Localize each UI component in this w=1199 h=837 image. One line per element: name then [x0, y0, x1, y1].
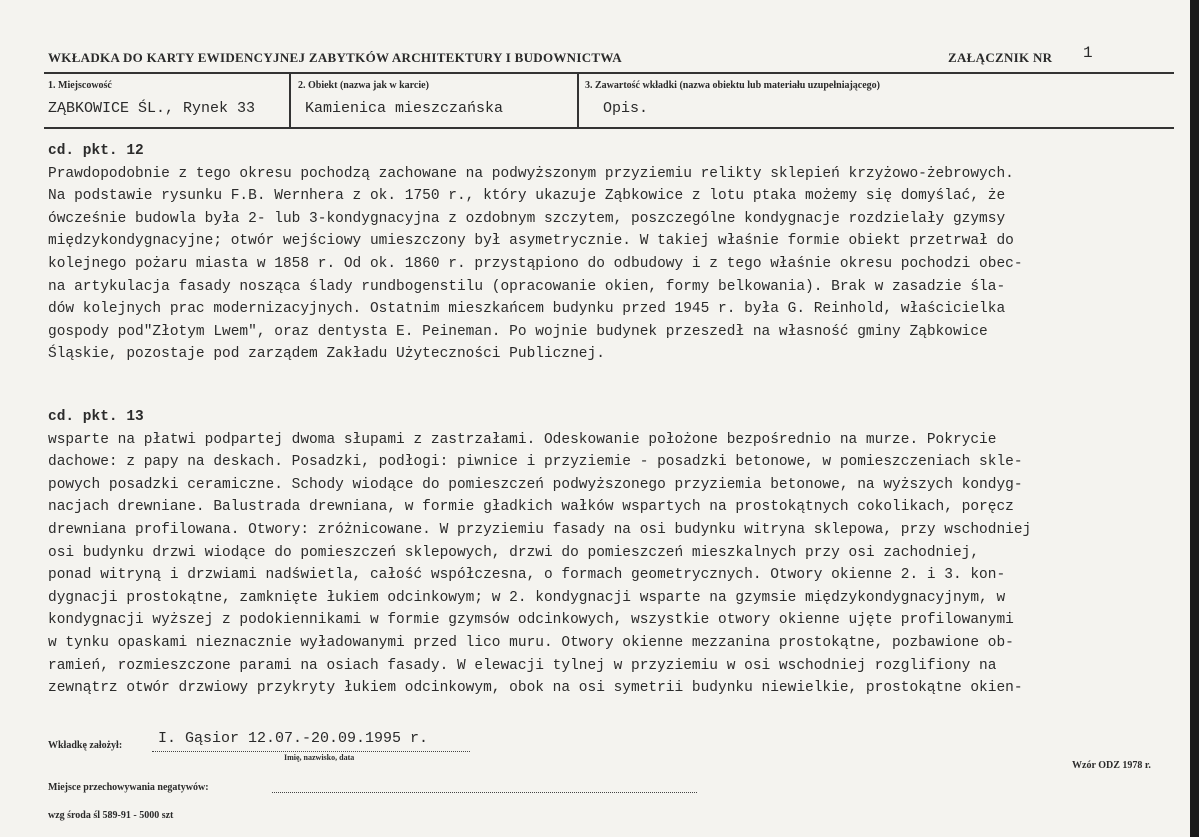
section-13-line: ponad witryną i drzwiami nadświetla, całość współczesna, o formach geometrycznych. Otwory okienne 2. i 3. kon-: [48, 567, 1006, 584]
section-13-line: kondygnacji wyższej z podokiennikami w formie gzymsów odcinkowych, wszystkie otwory okienne ujęte profilowanymi: [48, 612, 1014, 629]
form-version: Wzór ODZ 1978 r.: [1072, 760, 1151, 771]
section-13-line: ramień, rozmieszczone parami na osiach fasady. W elewacji tylnej w przyziemiu w osi wschodniej rozglifiony na: [48, 657, 997, 674]
section-12-line: Śląskie, pozostaje pod zarządem Zakładu Użyteczności Publicznej.: [48, 346, 605, 363]
section-13-line: dachowe: z papy na deskach. Posadzki, podłogi: piwnice i przyziemie - posadzki betonowe, w pomieszczeniach skle-: [48, 454, 1023, 471]
location-value: ZĄBKOWICE ŚL., Rynek 33: [48, 100, 256, 117]
section-12-line: Na podstawie rysunku F.B. Wernhera z ok. 1750 r., który ukazuje Ząbkowice z lotu ptaka możemy się domyślać, że: [48, 188, 1006, 205]
section-12-line: kolejnego pożaru miasta w 1858 r. Od ok. 1860 r. przystąpiono do odbudowy i z tego właśnie okresu pochodzi obec-: [48, 255, 1023, 272]
section-13-line: nacjach drewniane. Balustrada drewniana, w formie gładkich wałków wspartych na prostokątnych cokolikach, poręcz: [48, 499, 1014, 516]
section-13: [48, 406, 1031, 700]
section-13-line: powych posadzki ceramiczne. Schody wiodące do pomieszczeń podwyższonego przyziemia betonowe, na wyższych kondyg-: [48, 476, 1023, 493]
section-12-heading: cd. pkt. 12: [48, 143, 144, 159]
section-13-line: zewnątrz otwór drzwiowy przykryty łukiem odcinkowym, obok na osi symetrii budynku niewielkie, prostokątne okien-: [48, 680, 1023, 697]
section-13-line: w tynku opaskami nieznacznie wyładowanymi przed lico muru. Otwory okienne mezzanina prostokątne, pozbawione ob-: [48, 634, 1014, 651]
attachment-label: ZAŁĄCZNIK NR: [948, 50, 1053, 65]
founded-label: Wkładkę założył:: [48, 740, 123, 751]
section-13-line: drewniana profilowana. Otwory: zróżnicowane. W przyziemiu fasady na osi budynku witryna sklepowa, przy wschodniej: [48, 521, 1032, 538]
header-top-rule: [44, 72, 1174, 74]
section-13-line: wsparte na płatwi podpartej dwoma słupami z zastrzałami. Odeskowanie położone bezpośrednio na murze. Pokrycie: [48, 431, 997, 448]
section-12: [48, 140, 1023, 366]
object-label: 2. Obiekt (nazwa jak w karcie): [298, 80, 429, 91]
field-divider-1: [289, 73, 291, 128]
field-divider-2: [577, 73, 579, 128]
section-12-line: Prawdopodobnie z tego okresu pochodzą zachowane na podwyższonym przyziemiu relikty sklepień krzyżowo-żebrowych.: [48, 165, 1014, 182]
section-13-line: osi budynku drzwi wiodące do pomieszczeń sklepowych, drzwi do pomieszczeń mieszkalnych przy osi zachodniej,: [48, 544, 980, 561]
section-12-line: gospody pod"Złotym Lwem", oraz dentysta E. Peineman. Po wojnie budynek przeszedł na własność gminy Ząbkowice: [48, 323, 988, 340]
content-value: Opis.: [603, 100, 649, 117]
section-13-heading: cd. pkt. 13: [48, 409, 144, 425]
section-12-line: międzykondygnacyjne; otwór wejściowy umieszczony był asymetrycznie. W takiej właśnie formie obiekt przetrwał do: [48, 233, 1014, 250]
negatives-dotline: [272, 792, 697, 793]
founded-dotline: [152, 751, 470, 752]
negatives-label: Miejsce przechowywania negatywów:: [48, 782, 209, 793]
founded-caption: Imię, nazwisko, data: [284, 753, 355, 762]
content-label: 3. Zawartość wkładki (nazwa obiektu lub materiału uzupełniającego): [585, 80, 881, 91]
form-title: WKŁADKA DO KARTY EWIDENCYJNEJ ZABYTKÓW ARCHITEKTURY I BUDOWNICTWA: [48, 50, 622, 65]
attachment-number: 1: [1083, 44, 1093, 62]
section-12-line: na artykulacja fasady nosząca ślady rundbogenstilu (opracowanie okien, formy belkowania). Brak w zasadzie śla-: [48, 278, 1006, 295]
header-bottom-rule: [44, 127, 1174, 129]
section-12-line: dów kolejnych prac modernizacyjnych. Ostatnim mieszkańcem budynku przed 1945 r. była G. Reinhold, właścicielka: [48, 301, 1006, 318]
print-info: wzg środa śl 589-91 - 5000 szt: [48, 810, 174, 821]
scan-edge: [1190, 0, 1199, 837]
object-value: Kamienica mieszczańska: [305, 100, 504, 117]
section-13-line: dygnacji prostokątne, zamknięte łukiem odcinkowym; w 2. kondygnacji wsparte na gzymsie międzykondygnacyjnym, w: [48, 589, 1006, 606]
founded-value: I. Gąsior 12.07.-20.09.1995 r.: [158, 730, 429, 747]
section-12-line: ówcześnie budowla była 2- lub 3-kondygnacyjna z ozdobnym szczytem, poszczególne kondygnacje rozdzielały gzymsy: [48, 210, 1006, 227]
location-label: 1. Miejscowość: [48, 80, 112, 91]
